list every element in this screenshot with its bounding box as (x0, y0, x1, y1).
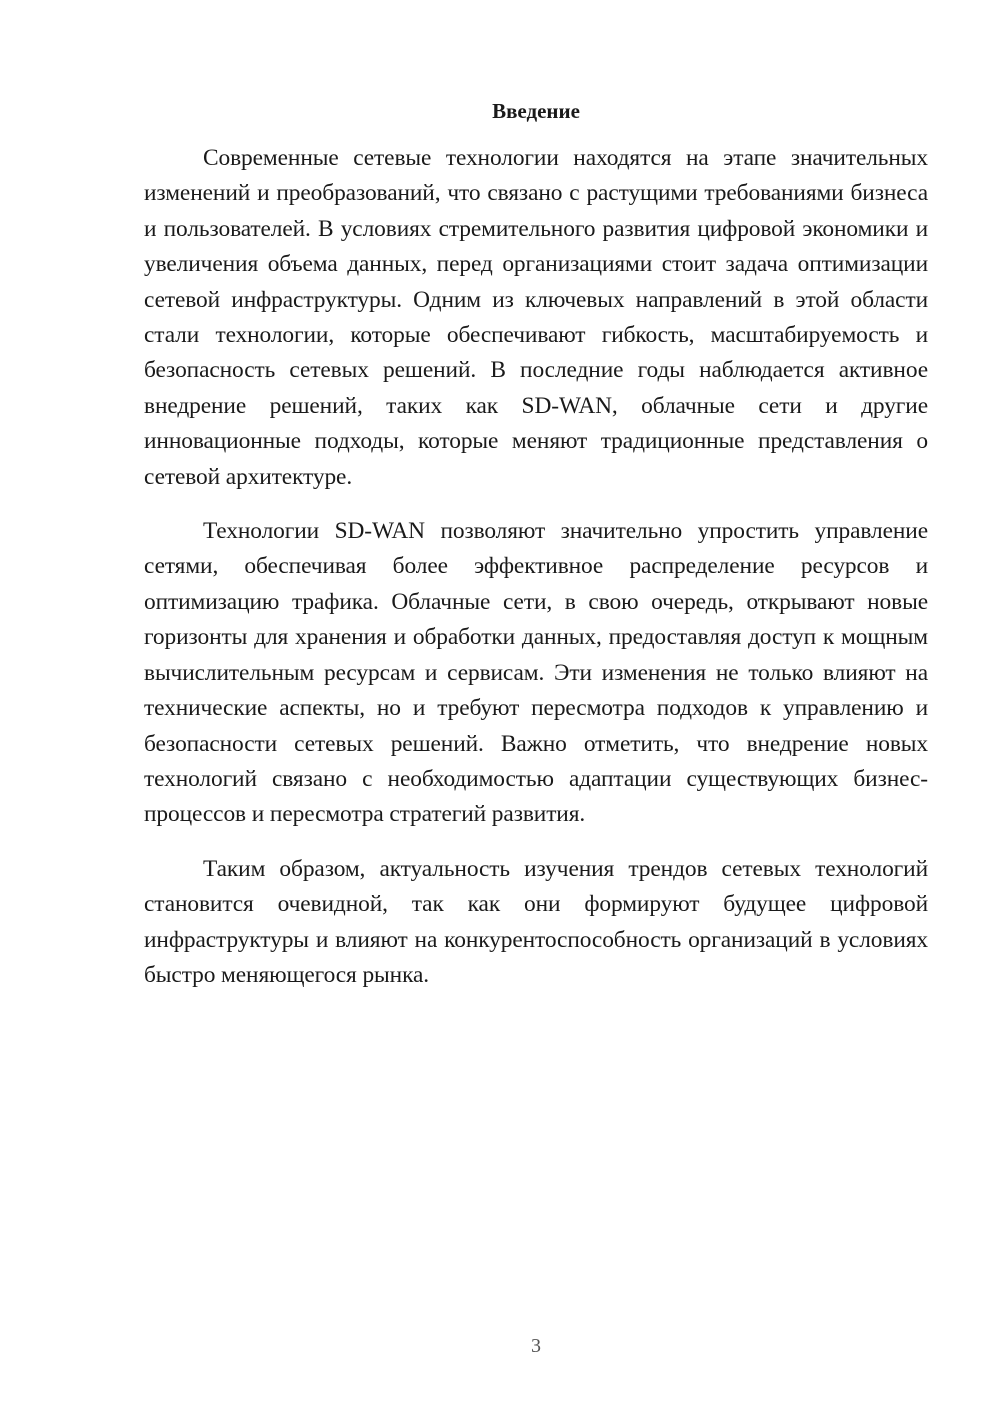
body-text (144, 141, 928, 993)
paragraph-conclusion: Таким образом, актуальность изучения трендов сетевых технологий становится очевидной, так как они формируют будущее цифровой инфраструктуры и влияют на конкурентоспособность организаций в условиях быстро меняющегося рынка. (144, 855, 928, 988)
paragraph-intro: Современные сетевые технологии находятся на этапе значительных изменений и преобразований, что связано с растущими требованиями бизнеса и пользователей. В условиях стремительного развития цифровой экономики и увеличения объема данных, перед организациями стоит задача оптимизации сетевой инфраструктуры. Одним из ключевых направлений в этой области стали технологии, которые обеспечивают гибкость, масштабируемость и безопасность сетевых решений. В последние годы наблюдается активное внедрение решений, таких как SD-WAN, облачные сети и другие инновационные подходы, которые меняют традиционные представления о сетевой архитектуре. (144, 145, 928, 490)
page-number: 3 (531, 1335, 541, 1357)
paragraph-sd-wan: Технологии SD-WAN позволяют значительно упростить управление сетями, обеспечивая более эффективное распределение ресурсов и оптимизацию трафика. Облачные сети, в свою очередь, открывают новые горизонты для хранения и обработки данных, предоставляя доступ к мощным вычислительным ресурсам и сервисам. Эти изменения не только влияют на технические аспекты, но и требуют пересмотра подходов к управлению и безопасности сетевых решений. Важно отметить, что внедрение новых технологий связано с необходимостью адаптации существующих бизнес-процессов и пересмотра стратегий развития. (144, 518, 928, 828)
section-heading: Введение (492, 99, 580, 123)
